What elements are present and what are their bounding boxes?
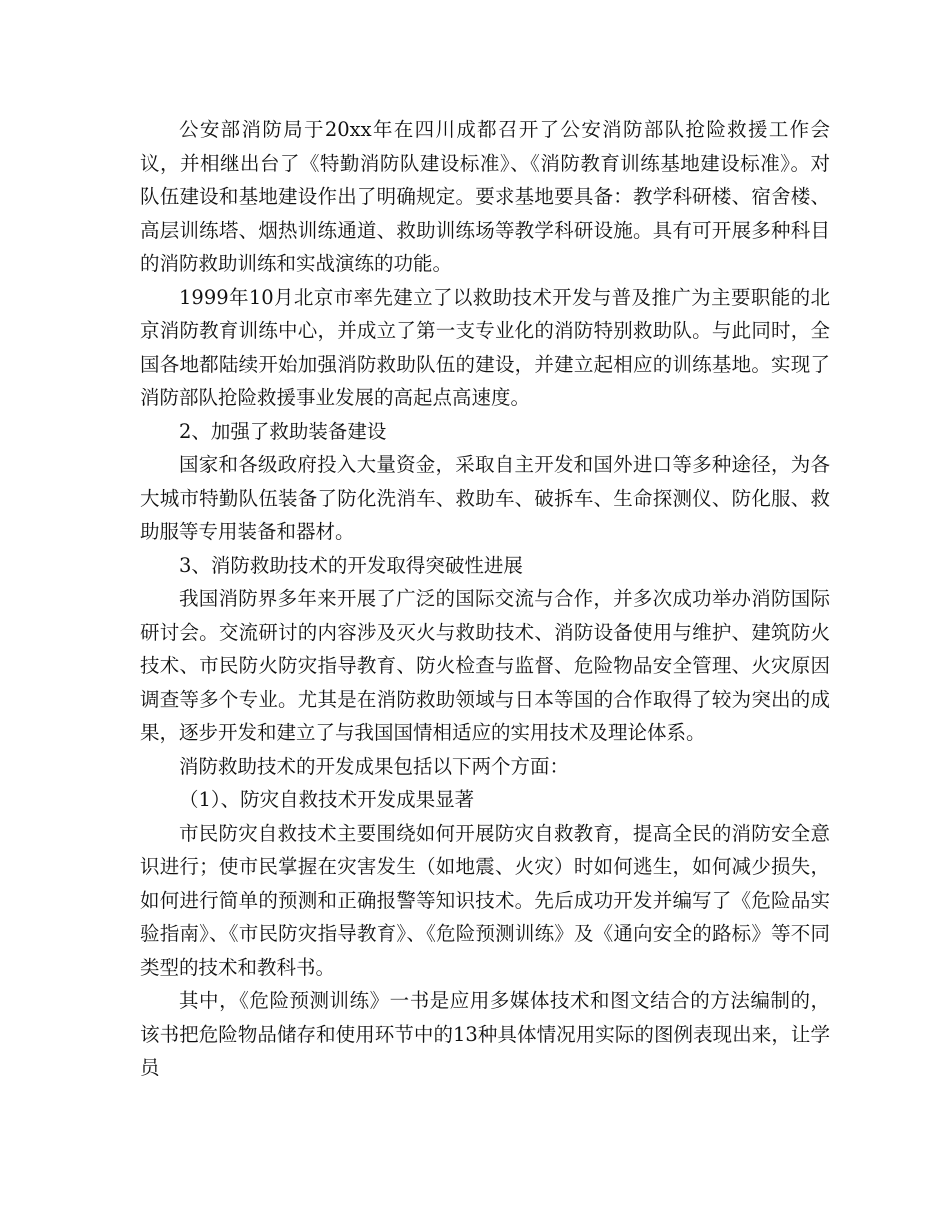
section-heading-2: 2、加强了救助装备建设 <box>179 419 387 443</box>
paragraph-5: 消防救助技术的开发成果包括以下两个方面： <box>179 754 570 778</box>
paragraph-3: 国家和各级政府投入大量资金，采取自主开发和国外进口等多种途径，为各大城市特勤队伍装备了防化洗消车、救助车、破拆车、生命探测仪、防化服、救助服等专用装备和器材。 <box>140 453 830 543</box>
paragraph-6: 市民防灾自救技术主要围绕如何开展防灾自救教育，提高全民的消防安全意识进行；使市民掌握在灾害发生（如地震、火灾）时如何逃生，如何减少损失，如何进行简单的预测和正确报警等知识技术。先后成功开发并编写了《危险品实验指南》、《市民防灾指导教育》、《危险预测训练》及《通向安全的路标》等不同类型的技术和教科书。 <box>140 821 830 979</box>
subsection-heading-1: （1）、防灾自救技术开发成果显著 <box>179 788 475 811</box>
document-body <box>140 113 830 1085</box>
paragraph-1: 公安部消防局于20xx年在四川成都召开了公安消防部队抢险救援工作会议，并相继出台了《特勤消防队建设标准》、《消防教育训练基地建设标准》。对队伍建设和基地建设作出了明确规定。要求基地要具备：教学科研楼、宿舍楼、高层训练塔、烟热训练通道、救助训练场等教学科研设施。具有可开展多种科目的消防救助训练和实战演练的功能。 <box>140 118 830 275</box>
paragraph-7: 其中，《危险预测训练》一书是应用多媒体技术和图文结合的方法编制的，该书把危险物品储存和使用环节中的13种具体情况用实际的图例表现出来，让学员 <box>140 989 830 1079</box>
paragraph-2: 1999年10月北京市率先建立了以救助技术开发与普及推广为主要职能的北京消防教育训练中心，并成立了第一支专业化的消防特别救助队。与此同时，全国各地都陆续开始加强消防救助队伍的建设，并建立起相应的训练基地。实现了消防部队抢险救援事业发展的高起点高速度。 <box>140 285 830 409</box>
paragraph-4: 我国消防界多年来开展了广泛的国际交流与合作，并多次成功举办消防国际研讨会。交流研讨的内容涉及灭火与救助技术、消防设备使用与维护、建筑防火技术、市民防火防灾指导教育、防火检查与监督、危险物品安全管理、火灾原因调查等多个专业。尤其是在消防救助领域与日本等国的合作取得了较为突出的成果，逐步开发和建立了与我国国情相适应的实用技术及理论体系。 <box>140 587 830 744</box>
section-heading-3: 3、消防救助技术的开发取得突破性进展 <box>179 553 523 577</box>
